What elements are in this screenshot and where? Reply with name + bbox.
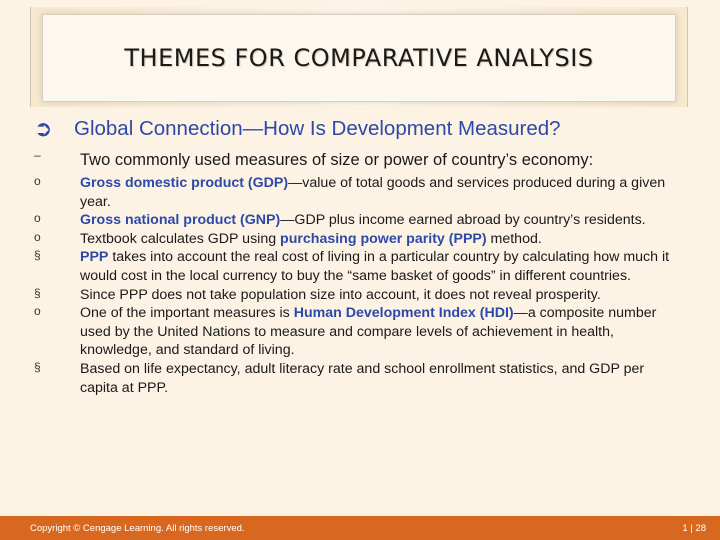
bullet-list — [34, 148, 684, 397]
bullet-text: Two commonly used measures of size or power of country’s economy: — [80, 151, 594, 169]
page-number: 1 | 28 — [682, 522, 706, 534]
footer-bar — [0, 516, 720, 540]
bullet-text-pre: Textbook calculates GDP using — [80, 230, 281, 247]
term-gnp: Gross national product (GNP) — [80, 212, 281, 229]
section-bullet-icon: § — [34, 359, 41, 374]
bullet-text — [80, 211, 646, 230]
term-ppp: purchasing power parity (PPP) — [280, 230, 487, 247]
arrow-bullet-icon: ➲ — [34, 116, 53, 141]
circle-bullet-icon: o — [34, 211, 41, 226]
title-box — [42, 14, 676, 102]
circle-bullet-icon: o — [34, 229, 41, 244]
bullet-text — [80, 248, 684, 285]
bullet-text — [80, 230, 542, 249]
section-bullet-icon: § — [34, 285, 41, 300]
bullet-text-body: takes into account the real cost of living in a particular country by calculating how much it would cost in the local currency to buy the “same basket of goods” in different countries. — [80, 249, 670, 284]
bullet-item — [34, 211, 684, 230]
bullet-text — [80, 174, 684, 211]
bullet-text — [80, 304, 684, 360]
section-bullet-icon: § — [34, 248, 41, 263]
bullet-text: Since PPP does not take population size into account, it does not reveal prosperity. — [80, 286, 601, 303]
bullet-item — [34, 230, 684, 249]
bullet-text-body: —GDP plus income earned abroad by country’s residents. — [280, 212, 646, 229]
bullet-item — [34, 360, 684, 397]
bullet-item — [34, 174, 684, 211]
bullet-item — [34, 304, 684, 360]
term-gdp: Gross domestic product (GDP) — [80, 175, 289, 191]
bullet-text-pre: One of the important measures is — [80, 305, 294, 322]
slide-title: THEMES FOR COMPARATIVE ANALYSIS — [124, 44, 594, 72]
term-hdi: Human Development Index (HDI) — [293, 305, 514, 322]
dash-bullet-icon: – — [34, 148, 41, 162]
bullet-text: Based on life expectancy, adult literacy rate and school enrollment statistics, and GDP per capita at PPP. — [80, 360, 645, 396]
circle-bullet-icon: o — [34, 304, 41, 319]
term-ppp-short: PPP — [80, 249, 109, 266]
bullet-item — [34, 148, 684, 172]
bullet-item — [34, 286, 684, 305]
section-heading — [34, 116, 561, 142]
bullet-item — [34, 248, 684, 285]
bullet-text-body: —a composite number used by the United Nations to measure and compare levels of achievement in health, knowledge, and standard of living. — [80, 305, 657, 359]
circle-bullet-icon: o — [34, 174, 41, 188]
bullet-text-body: —value of total goods and services produced during a given year. — [80, 175, 666, 210]
bullet-text-body: method. — [486, 230, 542, 247]
copyright-text: Copyright © Cengage Learning. All rights reserved. — [30, 522, 245, 534]
heading-text: Global Connection—How Is Development Measured? — [74, 117, 561, 140]
